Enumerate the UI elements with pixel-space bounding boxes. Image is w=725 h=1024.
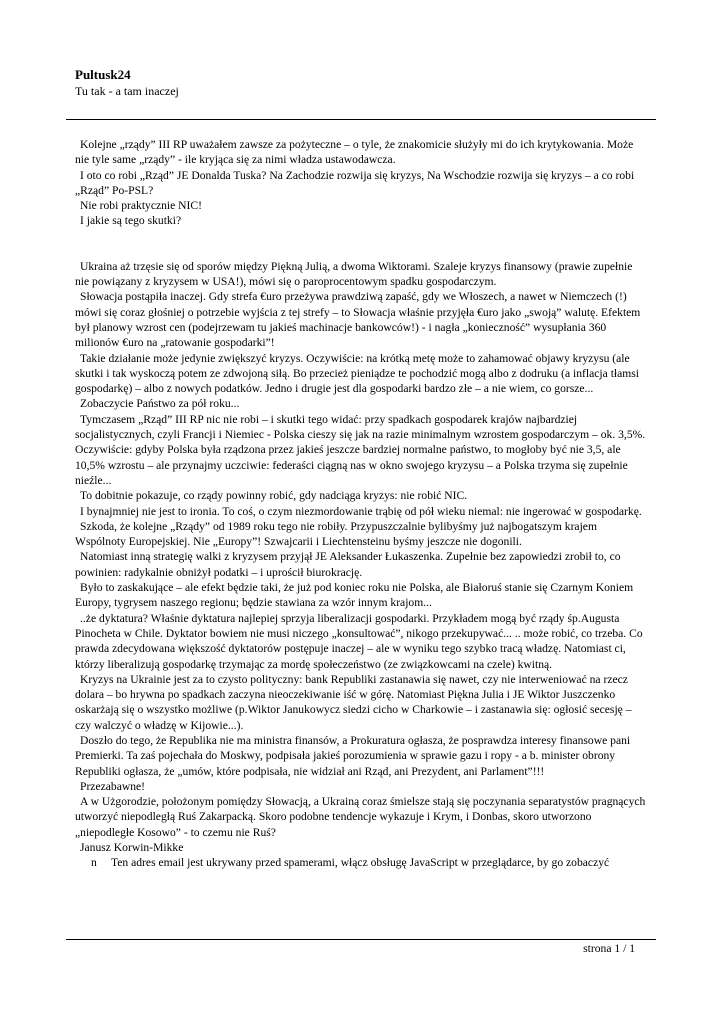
- footer-divider: [66, 939, 656, 940]
- email-protection-text: Ten adres email jest ukrywany przed spamerami, włącz obsługę JavaScript w przeglądarce, by go zobaczyć: [111, 856, 610, 870]
- site-tagline: Tu tak - a tam inaczej: [75, 84, 179, 98]
- article-paragraph: Takie działanie może jedynie zwiększyć kryzys. Oczywiście: na krótką metę może to zahamować objawy kryzysu (ale skutki i tak wyskoczą potem ze zdwojoną siłą. Bo przecież pieniądze te pochodzić mogą albo z dodruku (a inflacja tłamsi gospodarkę) – albo z nowych podatków. Jedno i drugie jest dla gospodarki bardzo złe – a nie wiem, co gorsze...: [75, 351, 640, 396]
- header-divider: [66, 119, 656, 120]
- article-body: [75, 137, 649, 871]
- article-paragraph: Było to zaskakujące – ale efekt będzie taki, że już pod koniec roku nie Polska, ale Białoruś stanie się Czarnym Koniem Europy, tygrysem naszego regionu; będzie stawiana za wzór innym krajom...: [75, 581, 634, 610]
- article-paragraph: ..że dyktatura? Właśnie dyktatura najlepiej sprzyja liberalizacji gospodarki. Przykładem mogą być rządy śp.Augusta Pinocheta w Chile. Dyktator bowiem nie musi niczego „konsultować”, nikogo przekupywać... .. może robić, co trzeba. Co prawda zdecydowana większość dyktatorów postępuje inaczej – ale w wyniku tego szybko tracą władzę. Natomiast ci, którzy liberalizują gospodarkę trzymając za mordę społeczeństwo (ze związkowcami na czele) kwitną.: [75, 611, 643, 671]
- article-paragraph: I bynajmniej nie jest to ironia. To coś, o czym niezmordowanie trąbię od pół wieku niemal: nie ingerować w gospodarkę.: [80, 504, 642, 518]
- note-bullet: n: [91, 856, 97, 870]
- article-paragraph: Natomiast inną strategię walki z kryzysem przyjął JE Aleksander Łukaszenka. Zupełnie bez zapowiedzi zrobił to, co powinien: radykalnie obniżył podatki – i uprościł biurokrację.: [75, 550, 621, 579]
- site-title: Pultusk24: [75, 67, 131, 82]
- article-paragraph: Kryzys na Ukrainie jest za to czysto polityczny: bank Republiki zastanawia się nawet, czy nie interweniować na rzecz dolara – bo hrywna po spadkach zaczyna nieoczekiwanie iść w górę. Natomiast Piękna Julia i JE Wiktor Juszczenko oskarżają się o wszystko możliwe (p.Wiktor Janukowycz siedzi cicho w Charkowie – i zastanawia się: ogłosić secesję – czy walczyć o władzę w Kijowie...).: [75, 672, 632, 732]
- article-paragraph: Przezabawne!: [80, 779, 146, 793]
- page-counter: strona 1 / 1: [583, 942, 635, 955]
- intro-paragraph: Kolejne „rządy” III RP uważałem zawsze za pożyteczne – o tyle, że znakomicie służyły mi do ich krytykowania. Może nie tyle same „rządy” - ile kryjąca się za nimi władza ustawodawcza.: [75, 138, 634, 167]
- article-paragraph: Tymczasem „Rząd” III RP nic nie robi – i skutki tego widać: przy spadkach gospodarek krajów najbardziej socjalistycznych, czyli Francji i Niemiec - Polska cieszy się jak na razie minimalnym wzrostem gospodarczym – ok. 3,5%. Oczywiście: gdyby Polska była rządzona przez jakieś jeszcze bardziej normalne państwo, to mogłoby być nie 3,5, ale 10,5% wzrostu – ale przynajmy uczciwie: federaści ciągną nas w okno swojego kryzysu – a Polska trzyma się zupełnie nieźle...: [75, 412, 646, 487]
- article-paragraph: Doszło do tego, że Republika nie ma ministra finansów, a Prokuratura ogłasza, że posprawdza interesy finansowe pani Premierki. Ta zaś pojechała do Moskwy, podpisała jakieś porozumienia w sprawie gazu i ropy - a b. minister obrony Republiki ogłasza, że „umów, które podpisała, nie widział ani Rząd, ani Prezydent, ani Parlament”!!!: [75, 733, 631, 778]
- article-paragraph: Słowacja postąpiła inaczej. Gdy strefa €uro przeżywa prawdziwą zapaść, gdy we Włoszech, a nawet w Niemczech (!) mówi się coraz głośniej o potrzebie wyjścia z tej strefy – to Słowacja właśnie przyjęła €uro jako „swoją” walutę. Efektem był planowy wzrost cen (podejrzewam tu jakieś machinacje bankowców!) - i nagła „konieczność” wysupłania 360 milionów €uro na „ratowanie gospodarki”!: [75, 290, 641, 350]
- intro-paragraph: I jakie są tego skutki?: [80, 214, 182, 228]
- intro-paragraph: Nie robi praktycznie NIC!: [80, 199, 203, 213]
- article-paragraph: To dobitnie pokazuje, co rządy powinny robić, gdy nadciąga kryzys: nie robić NIC.: [80, 489, 468, 503]
- email-protection-note: [75, 855, 649, 870]
- intro-paragraph: I oto co robi „Rząd” JE Donalda Tuska? Na Zachodzie rozwija się kryzys, Na Wschodzie rozwija się kryzys – a co robi „Rząd” Po-PSL?: [75, 168, 635, 197]
- article-paragraph: Zobaczycie Państwo za pół roku...: [80, 397, 240, 411]
- article-paragraph: Szkoda, że kolejne „Rządy” od 1989 roku tego nie robiły. Przypuszczalnie bylibyśmy już najbogatszym krajem Wspólnoty Europejskiej. Nie „Europy”! Szwajcarii i Liechtensteinu byśmy jeszcze nie dogonili.: [75, 519, 597, 549]
- author-signature: Janusz Korwin-Mikke: [80, 841, 184, 855]
- article-paragraph: Ukraina aż trzęsie się od sporów między Piękną Julią, a dwoma Wiktorami. Szaleje kryzys finansowy (prawie zupełnie nie powiązany z kryzysem w USA!), mówi się o paroprocentowym spadku gospodarczym.: [75, 259, 633, 289]
- article-paragraph: A w Użgorodzie, położonym pomiędzy Słowacją, a Ukrainą coraz śmielsze stają się poczynania separatystów pragnących utworzyć niepodległą Ruś Zakarpacką. Skoro podobne tendencje wykazuje i Krym, i Donbas, skoro utworzono „niepodległe Kosowo” - to czemu nie Ruś?: [75, 795, 646, 839]
